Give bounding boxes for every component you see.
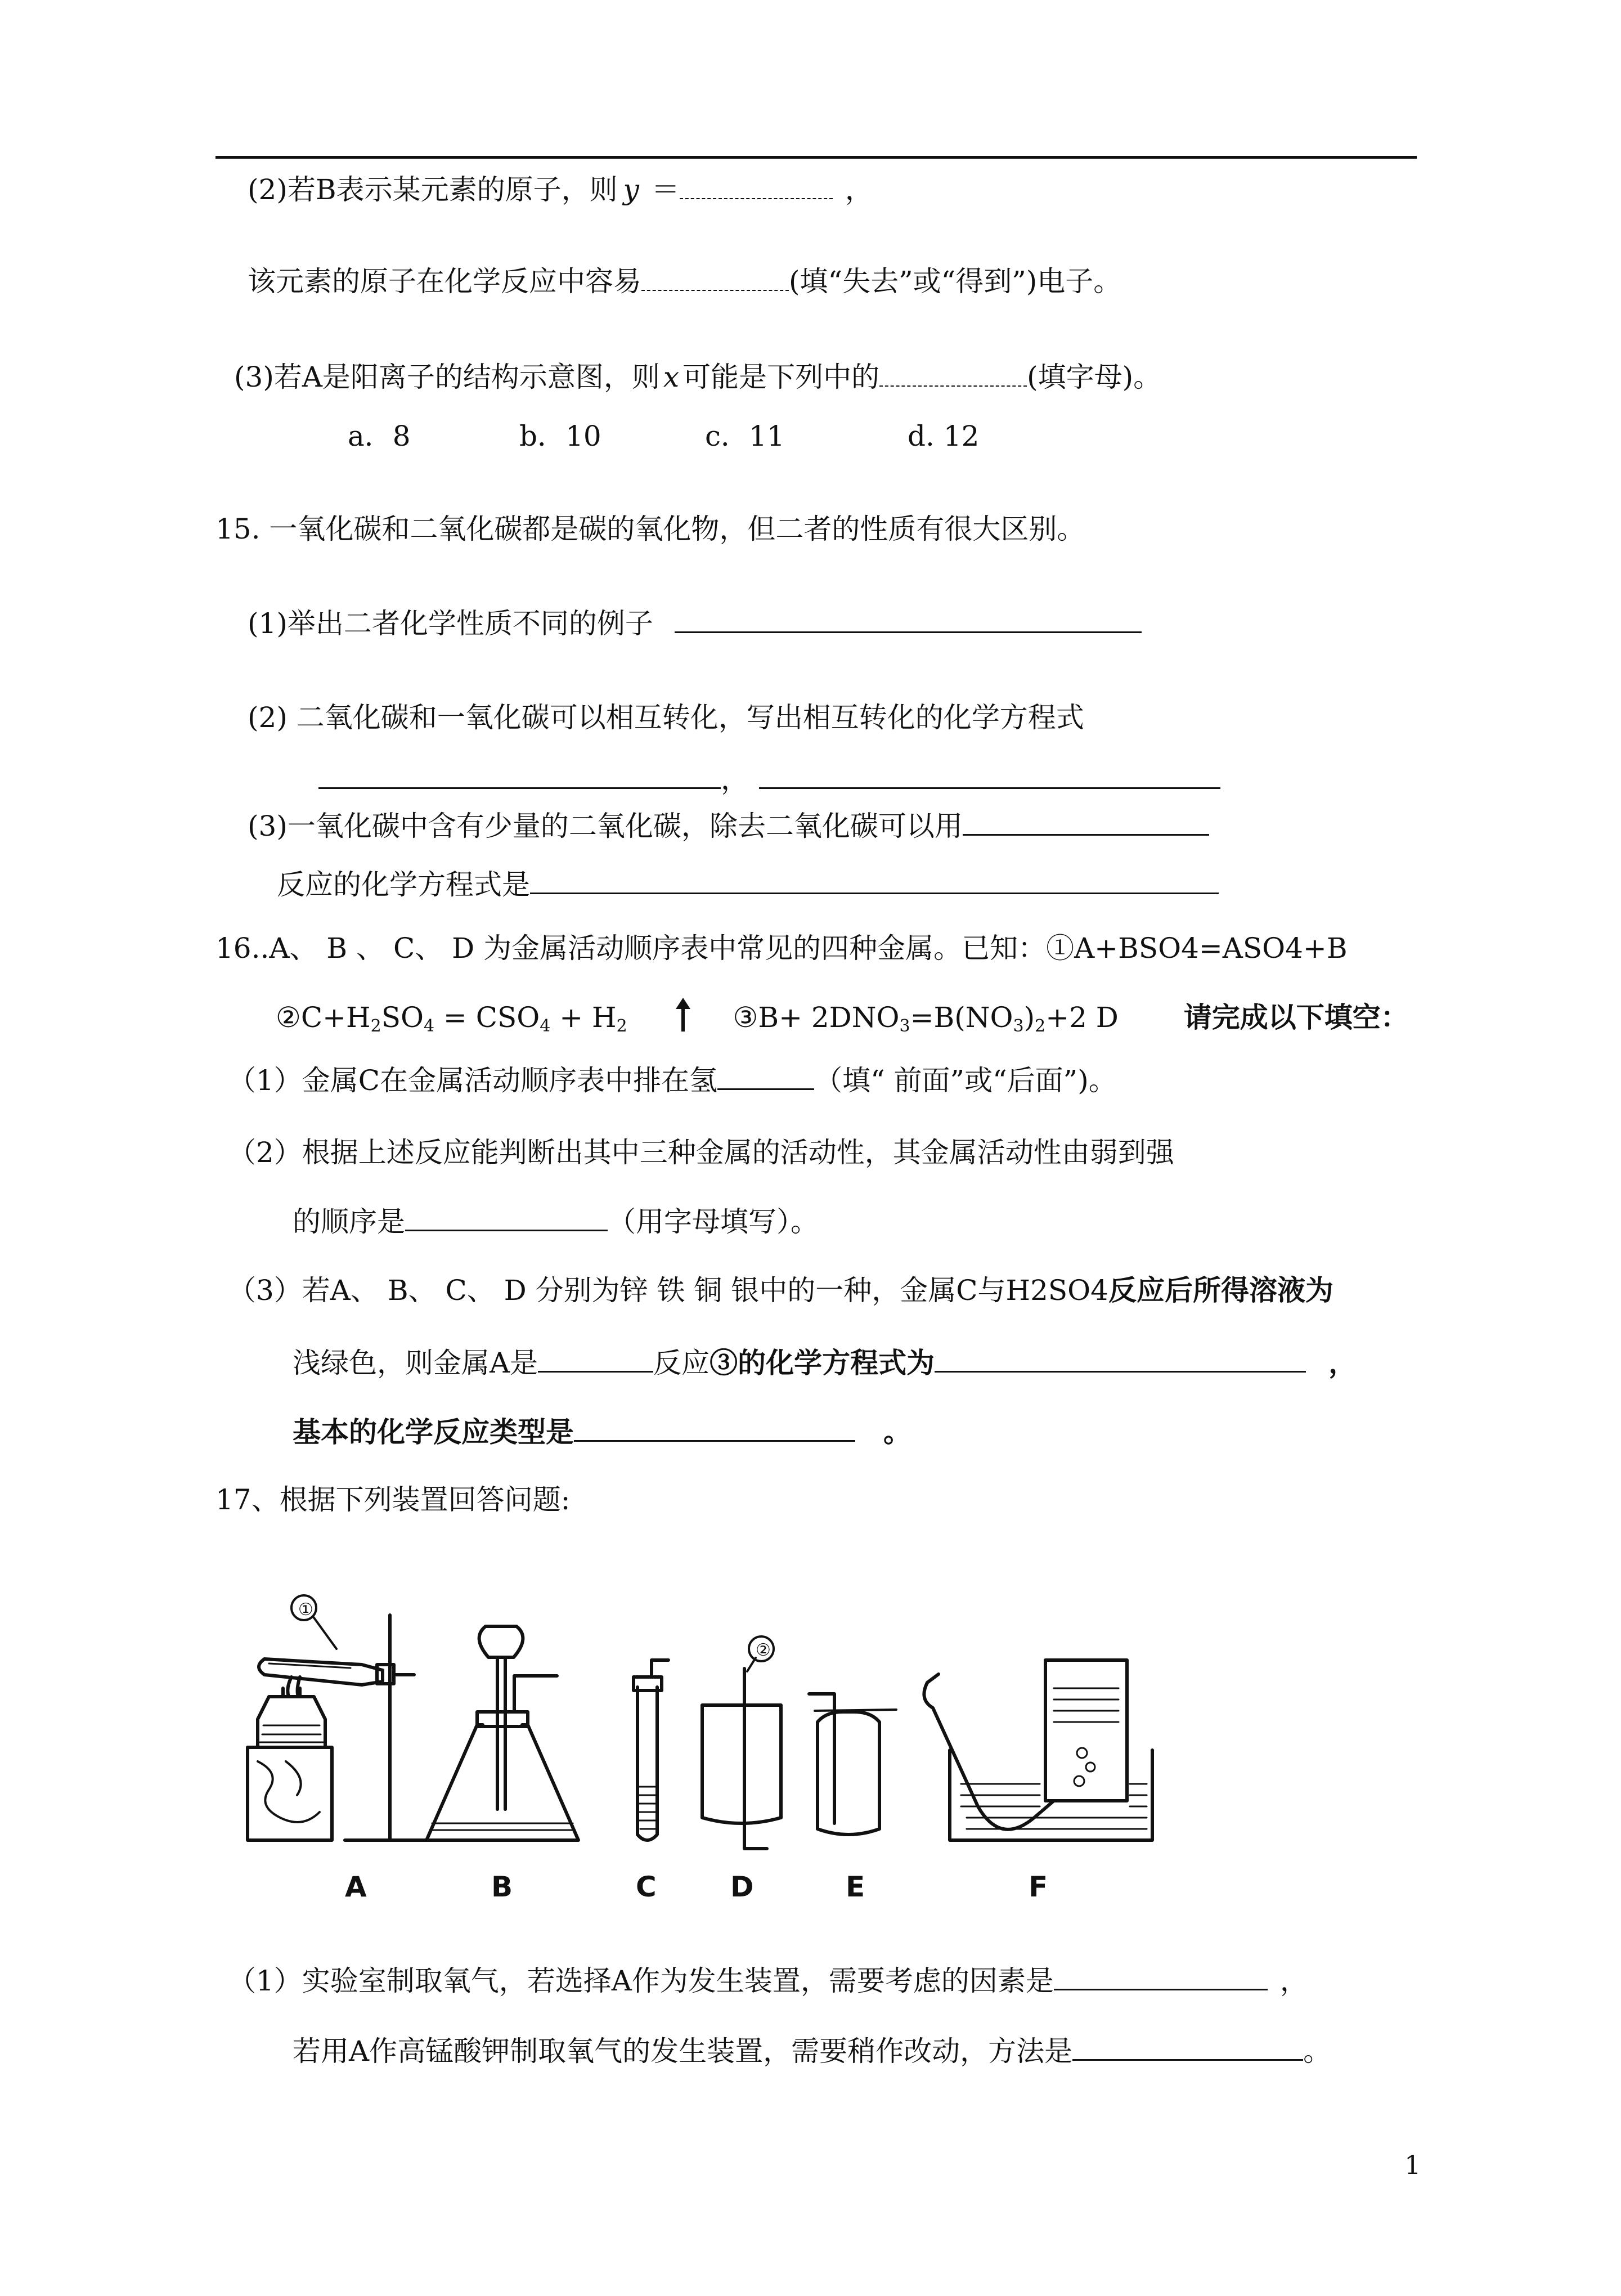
- label-D: D: [730, 1871, 754, 1903]
- eq2-sub-3: 4: [540, 1016, 551, 1036]
- q16-metal-a-blank[interactable]: [538, 1370, 653, 1373]
- q15-part3-line2: [277, 868, 1219, 901]
- q15-equation2-blank[interactable]: [759, 787, 1220, 789]
- eq2-part-b: SO: [381, 1001, 424, 1034]
- eq2-part-d: + H: [550, 1001, 617, 1034]
- label-C: C: [636, 1871, 657, 1903]
- q15-separator: ，: [721, 763, 749, 796]
- q17-method-blank[interactable]: [1072, 2059, 1303, 2061]
- apparatus-D: [702, 1636, 781, 1849]
- q15-part1-text: (1)举出二者化学性质不同的例子: [248, 607, 653, 640]
- q17-part1-line2: [293, 2035, 1332, 2068]
- eq3-part-a: ③B+ 2DNO: [733, 1001, 900, 1034]
- page-number: 1: [1404, 2150, 1421, 2180]
- q14-part2-text: (2)若B表示某元素的原子，则: [248, 173, 618, 206]
- q14-comma: ，: [845, 173, 873, 206]
- apparatus-E: [809, 1694, 896, 1835]
- label-A: A: [345, 1871, 367, 1903]
- apparatus-F: [924, 1660, 1152, 1840]
- q14-option-d[interactable]: d. 12: [908, 420, 980, 452]
- eq3-sub-2: 3: [1013, 1016, 1024, 1036]
- q16-stem: 16..A、 B 、 C、 D 为金属活动顺序表中常见的四种金属。已知：①A+BSO4=ASO4+B: [215, 932, 1348, 965]
- q16-reaction-type-blank[interactable]: [574, 1440, 855, 1442]
- q15-part2-answers: [318, 763, 1220, 796]
- eq3-sub-1: 3: [899, 1016, 910, 1036]
- q15-part2: (2) 二氧化碳和一氧化碳可以相互转化，写出相互转化的化学方程式: [248, 701, 1084, 734]
- q15-equation1-blank[interactable]: [318, 787, 721, 789]
- q16-equation-blank[interactable]: [935, 1370, 1306, 1373]
- q14-part3-line: [234, 363, 1161, 391]
- q14-part2-line2-text: 该元素的原子在化学反应中容易: [248, 265, 641, 298]
- q16-order-blank[interactable]: [405, 1229, 608, 1231]
- q16-part2-line2-text: 的顺序是: [293, 1205, 405, 1238]
- q16-part2-hint: （用字母填写）。: [608, 1205, 819, 1238]
- gas-up-arrow-icon: [675, 998, 691, 1032]
- q17-comma: ，: [1279, 1965, 1308, 1997]
- q16-part2-line2: [293, 1205, 819, 1238]
- q14-part2-line2-hint: (填“失去”或“得到”)电子。: [789, 265, 1122, 298]
- header-rule: [215, 156, 1417, 159]
- label-F: F: [1029, 1871, 1048, 1903]
- q14-electron-blank[interactable]: [641, 289, 789, 291]
- label-E: E: [846, 1871, 865, 1903]
- q16-part3-line3: [293, 1415, 911, 1449]
- q14-part2-line2: [248, 265, 1122, 298]
- q15-part3: [248, 812, 1209, 840]
- q14-var-y: y: [623, 173, 639, 206]
- q14-var-x: x: [663, 361, 680, 393]
- q16-eq3: [733, 1001, 1119, 1034]
- q14-option-b[interactable]: b．10: [519, 420, 601, 452]
- q16-eq2: [276, 1001, 627, 1034]
- q17-stem: 17、根据下列装置回答问题:: [215, 1483, 571, 1516]
- q16-part3-line2-bold: ③的化学方程式为: [710, 1346, 935, 1379]
- q14-option-c[interactable]: c．11: [705, 420, 785, 452]
- q17-period: 。: [1303, 2035, 1332, 2068]
- q16-part3: [228, 1273, 1333, 1307]
- q16-hydrogen-blank[interactable]: [717, 1088, 814, 1090]
- q16-instruction: 请完成以下填空：: [1183, 1001, 1409, 1034]
- q14-part2-line1: [248, 173, 873, 206]
- q14-equals: ＝: [651, 173, 680, 206]
- q14-part3-text2: 可能是下列中的: [682, 361, 880, 393]
- eq2-part-c: = CSO: [434, 1001, 540, 1034]
- eq2-sub-1: 2: [370, 1016, 381, 1036]
- q16-part3-line2: [293, 1346, 1357, 1379]
- eq3-part-b: =B(NO: [910, 1001, 1013, 1034]
- q17-factor-blank[interactable]: [1054, 1988, 1268, 1990]
- eq3-part-d: +2 D: [1045, 1001, 1119, 1034]
- q16-period: 。: [883, 1415, 911, 1449]
- eq2-part-a: ②C+H: [276, 1001, 371, 1034]
- q15-part3-line2-text: 反应的化学方程式是: [277, 868, 530, 901]
- apparatus-C: [634, 1660, 668, 1840]
- q14-y-blank[interactable]: [680, 198, 833, 199]
- q16-part3-line2-text: 浅绿色，则金属A是: [293, 1347, 538, 1379]
- label-B: B: [491, 1871, 513, 1903]
- q16-part3-line3-text: 基本的化学反应类型是: [293, 1415, 574, 1449]
- eq3-sub-3: 2: [1035, 1016, 1046, 1036]
- q16-part1-text: （1）金属C在金属活动顺序表中排在氢: [228, 1064, 718, 1097]
- q16-part1: [228, 1066, 1117, 1095]
- q16-comma: ，: [1328, 1346, 1357, 1379]
- apparatus-A: [248, 1595, 426, 1840]
- q16-part1-hint: （填“ 前面”或“后面”)。: [814, 1064, 1117, 1097]
- q15-part1-blank[interactable]: [675, 631, 1142, 633]
- apparatus-figure: [235, 1593, 1158, 1919]
- q14-option-a[interactable]: a．8: [348, 420, 411, 452]
- q16-part3-line2-text2: 反应: [653, 1347, 710, 1379]
- q16-equations: [276, 998, 1409, 1036]
- q15-equation3-blank[interactable]: [530, 892, 1219, 894]
- apparatus-B: [426, 1626, 578, 1840]
- callout-2: ②: [756, 1640, 771, 1660]
- q14-options: [348, 422, 979, 450]
- q16-part2: （2）根据上述反应能判断出其中三种金属的活动性，其金属活动性由弱到强: [228, 1136, 1174, 1169]
- q14-part3-text: (3)若A是阳离子的结构示意图，则: [234, 361, 660, 393]
- q15-stem: 15. 一氧化碳和二氧化碳都是碳的氧化物，但二者的性质有很大区别。: [215, 513, 1085, 545]
- q14-x-blank[interactable]: [879, 385, 1027, 387]
- eq2-sub-4: 2: [616, 1016, 627, 1036]
- q15-part3-text: (3)一氧化碳中含有少量的二氧化碳，除去二氧化碳可以用: [248, 810, 963, 842]
- q15-part1: [248, 609, 1142, 638]
- q15-reagent-blank[interactable]: [963, 833, 1209, 836]
- q14-part3-hint: (填字母)。: [1027, 361, 1162, 393]
- q16-part3-text: （3）若A、 B、 C、 D 分别为锌 铁 铜 银中的一种，金属C与H2SO4: [228, 1274, 1108, 1307]
- eq2-sub-2: 4: [423, 1016, 435, 1036]
- q17-part1: [228, 1967, 1308, 1995]
- callout-1: ①: [298, 1600, 313, 1620]
- q17-part1-text: （1）实验室制取氧气，若选择A作为发生装置，需要考虑的因素是: [228, 1965, 1054, 1997]
- eq3-part-c: ): [1023, 1001, 1035, 1034]
- q16-part3-bold: 反应后所得溶液为: [1108, 1273, 1333, 1307]
- q17-part1-line2-text: 若用A作高锰酸钾制取氧气的发生装置，需要稍作改动，方法是: [293, 2035, 1073, 2068]
